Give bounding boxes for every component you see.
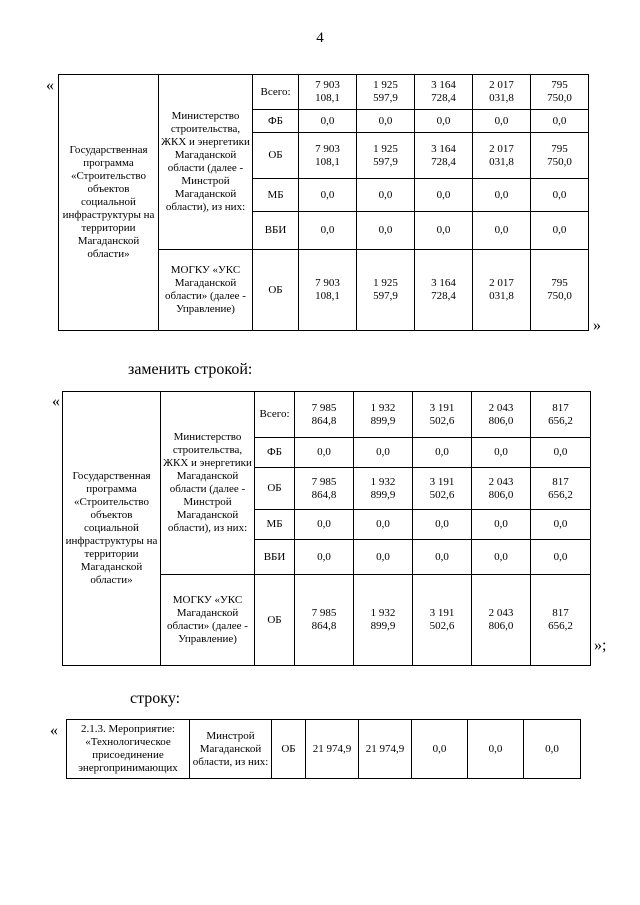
value-cell: 2 043 806,0 xyxy=(472,392,531,438)
value-cell: 795 750,0 xyxy=(531,250,589,331)
value-cell: 21 974,9 xyxy=(306,720,359,779)
open-quote-3: « xyxy=(50,722,58,739)
value-cell: 0,0 xyxy=(415,179,473,212)
source-cell: ВБИ xyxy=(253,212,299,250)
value-cell: 7 985 864,8 xyxy=(295,392,354,438)
value-cell: 1 925 597,9 xyxy=(357,75,415,110)
value-cell: 3 164 728,4 xyxy=(415,133,473,179)
event-cell: 2.1.3. Мероприятие: «Технологическое присоединение энергопринимающих xyxy=(67,720,190,779)
value-cell: 3 191 502,6 xyxy=(413,468,472,510)
source-cell: МБ xyxy=(255,510,295,540)
ministry-cell: Министерство строительства, ЖКХ и энергетики Магаданской области (далее - Минстрой Магаданской области), из них: xyxy=(161,392,255,575)
open-quote-1: « xyxy=(46,77,54,94)
value-cell: 0,0 xyxy=(299,110,357,133)
page-number: 4 xyxy=(316,30,324,46)
value-cell: 795 750,0 xyxy=(531,133,589,179)
value-cell: 0,0 xyxy=(357,179,415,212)
value-cell: 0,0 xyxy=(357,110,415,133)
value-cell: 1 925 597,9 xyxy=(357,250,415,331)
value-cell: 0,0 xyxy=(413,540,472,575)
value-cell: 0,0 xyxy=(413,438,472,468)
row-caption: строку: xyxy=(130,690,181,707)
value-cell: 0,0 xyxy=(295,540,354,575)
value-cell: 7 985 864,8 xyxy=(295,468,354,510)
value-cell: 7 903 108,1 xyxy=(299,75,357,110)
value-cell: 817 656,2 xyxy=(531,468,591,510)
value-cell: 817 656,2 xyxy=(531,392,591,438)
value-cell: 2 043 806,0 xyxy=(472,575,531,666)
open-quote-2: « xyxy=(52,393,60,410)
source-cell: ОБ xyxy=(253,250,299,331)
program-cell: Государственная программа «Строительство объектов социальной инфраструктуры на территории Магаданской области» xyxy=(63,392,161,666)
ministry-cell: Министерство строительства, ЖКХ и энергетики Магаданской области (далее - Минстрой Магаданской области), из них: xyxy=(159,75,253,250)
value-cell: 0,0 xyxy=(524,720,581,779)
value-cell: 0,0 xyxy=(295,438,354,468)
source-cell: ФБ xyxy=(255,438,295,468)
value-cell: 3 164 728,4 xyxy=(415,75,473,110)
value-cell: 3 191 502,6 xyxy=(413,392,472,438)
value-cell: 817 656,2 xyxy=(531,575,591,666)
value-cell: 0,0 xyxy=(531,540,591,575)
program-cell: Государственная программа «Строительство объектов социальной инфраструктуры на территории Магаданской области» xyxy=(59,75,159,331)
value-cell: 3 164 728,4 xyxy=(415,250,473,331)
source-cell: ОБ xyxy=(255,468,295,510)
value-cell: 0,0 xyxy=(473,212,531,250)
source-cell: Всего: xyxy=(253,75,299,110)
value-cell: 0,0 xyxy=(357,212,415,250)
value-cell: 0,0 xyxy=(413,510,472,540)
value-cell: 0,0 xyxy=(473,110,531,133)
value-cell: 7 903 108,1 xyxy=(299,250,357,331)
replace-with-caption: заменить строкой: xyxy=(128,361,253,378)
value-cell: 0,0 xyxy=(472,510,531,540)
value-cell: 0,0 xyxy=(472,540,531,575)
value-cell: 0,0 xyxy=(299,179,357,212)
value-cell: 0,0 xyxy=(531,110,589,133)
value-cell: 0,0 xyxy=(354,540,413,575)
value-cell: 2 017 031,8 xyxy=(473,133,531,179)
value-cell: 0,0 xyxy=(412,720,468,779)
value-cell: 1 932 899,9 xyxy=(354,392,413,438)
value-cell: 2 043 806,0 xyxy=(472,468,531,510)
replacement-table xyxy=(62,391,591,666)
value-cell: 0,0 xyxy=(473,179,531,212)
event-row-table xyxy=(66,719,581,779)
value-cell: 0,0 xyxy=(472,438,531,468)
value-cell: 0,0 xyxy=(468,720,524,779)
value-cell: 3 191 502,6 xyxy=(413,575,472,666)
value-cell: 0,0 xyxy=(531,510,591,540)
value-cell: 2 017 031,8 xyxy=(473,75,531,110)
agency-cell: МОГКУ «УКС Магаданской области» (далее - Управление) xyxy=(161,575,255,666)
value-cell: 1 932 899,9 xyxy=(354,468,413,510)
value-cell: 0,0 xyxy=(531,179,589,212)
value-cell: 0,0 xyxy=(354,510,413,540)
source-cell: МБ xyxy=(253,179,299,212)
value-cell: 0,0 xyxy=(354,438,413,468)
source-cell: Всего: xyxy=(255,392,295,438)
source-cell: ОБ xyxy=(253,133,299,179)
value-cell: 2 017 031,8 xyxy=(473,250,531,331)
value-cell: 0,0 xyxy=(415,110,473,133)
value-cell: 0,0 xyxy=(415,212,473,250)
value-cell: 1 925 597,9 xyxy=(357,133,415,179)
value-cell: 1 932 899,9 xyxy=(354,575,413,666)
close-quote-semicolon: »; xyxy=(594,637,607,654)
source-cell: ОБ xyxy=(255,575,295,666)
value-cell: 0,0 xyxy=(531,438,591,468)
executor-cell: Минстрой Магаданской области, из них: xyxy=(190,720,272,779)
original-table xyxy=(58,74,589,331)
source-cell: ВБИ xyxy=(255,540,295,575)
value-cell: 0,0 xyxy=(299,212,357,250)
value-cell: 21 974,9 xyxy=(359,720,412,779)
value-cell: 795 750,0 xyxy=(531,75,589,110)
value-cell: 7 903 108,1 xyxy=(299,133,357,179)
value-cell: 7 985 864,8 xyxy=(295,575,354,666)
close-quote-1: » xyxy=(593,317,601,334)
agency-cell: МОГКУ «УКС Магаданской области» (далее - Управление) xyxy=(159,250,253,331)
source-cell: ОБ xyxy=(272,720,306,779)
value-cell: 0,0 xyxy=(295,510,354,540)
value-cell: 0,0 xyxy=(531,212,589,250)
source-cell: ФБ xyxy=(253,110,299,133)
